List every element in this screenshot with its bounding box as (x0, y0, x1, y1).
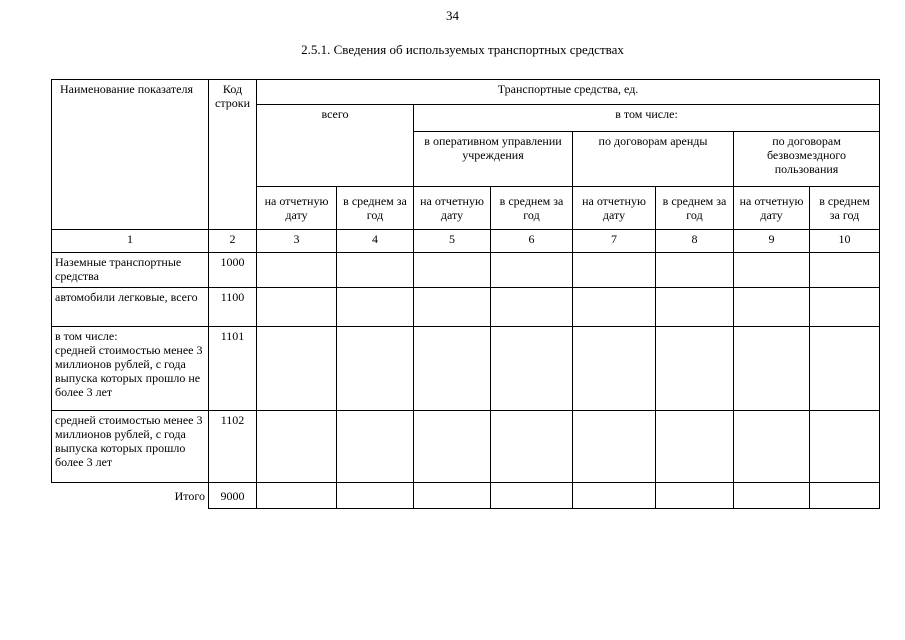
header-on-average: в среднем за год (656, 187, 734, 230)
data-cell[interactable] (491, 253, 573, 288)
table-row (52, 253, 880, 288)
row-name: средней стоимостью менее 3 миллионов рублей, с года выпуска которых прошло более 3 лет (52, 411, 209, 483)
total-label: Итого (52, 483, 209, 509)
data-cell[interactable] (491, 327, 573, 411)
page-number: 34 (446, 8, 459, 23)
data-cell[interactable] (414, 327, 491, 411)
data-cell[interactable] (656, 288, 734, 327)
data-cell[interactable] (337, 483, 414, 509)
column-number: 6 (491, 230, 573, 253)
data-cell[interactable] (656, 253, 734, 288)
header-on-date: на отчетную дату (734, 187, 810, 230)
header-including: в том числе: (414, 105, 880, 132)
row-code: 1102 (209, 411, 257, 483)
data-cell[interactable] (257, 288, 337, 327)
data-cell[interactable] (810, 253, 880, 288)
data-cell[interactable] (734, 411, 810, 483)
data-cell[interactable] (491, 483, 573, 509)
total-code: 9000 (209, 483, 257, 509)
column-number: 3 (257, 230, 337, 253)
header-operative: в оперативном управлении учреждения (414, 132, 573, 187)
total-row (52, 483, 880, 509)
table-row (52, 327, 880, 411)
data-cell[interactable] (414, 288, 491, 327)
data-cell[interactable] (734, 327, 810, 411)
header-on-date: на отчетную дату (414, 187, 491, 230)
header-on-average: в среднем за год (810, 187, 880, 230)
data-cell[interactable] (734, 288, 810, 327)
header-indicator-name: Наименование показателя (52, 80, 209, 230)
column-number: 9 (734, 230, 810, 253)
data-cell[interactable] (414, 253, 491, 288)
row-name: в том числе: средней стоимостью менее 3 миллионов рублей, с года выпуска которых прошло не более 3 лет (52, 327, 209, 411)
column-number: 7 (573, 230, 656, 253)
data-cell[interactable] (414, 411, 491, 483)
data-cell[interactable] (656, 483, 734, 509)
data-cell[interactable] (491, 411, 573, 483)
column-number: 4 (337, 230, 414, 253)
data-cell[interactable] (257, 327, 337, 411)
data-cell[interactable] (656, 327, 734, 411)
column-number: 10 (810, 230, 880, 253)
header-on-average: в среднем за год (337, 187, 414, 230)
data-cell[interactable] (257, 483, 337, 509)
data-cell[interactable] (573, 483, 656, 509)
column-number: 2 (209, 230, 257, 253)
header-transport: Транспортные средства, ед. (257, 80, 880, 105)
data-cell[interactable] (810, 483, 880, 509)
data-cell[interactable] (656, 411, 734, 483)
data-cell[interactable] (810, 288, 880, 327)
column-number: 5 (414, 230, 491, 253)
data-cell[interactable] (810, 411, 880, 483)
header-row-code: Код строки (209, 80, 257, 230)
column-number: 8 (656, 230, 734, 253)
data-cell[interactable] (337, 327, 414, 411)
row-code: 1101 (209, 327, 257, 411)
data-cell[interactable] (734, 253, 810, 288)
header-free-use: по договорам безвозмездного пользования (734, 132, 880, 187)
data-cell[interactable] (257, 253, 337, 288)
data-cell[interactable] (573, 411, 656, 483)
header-lease: по договорам аренды (573, 132, 734, 187)
data-cell[interactable] (337, 253, 414, 288)
table-row (52, 411, 880, 483)
row-name: Наземные транспортные средства (52, 253, 209, 288)
data-cell[interactable] (414, 483, 491, 509)
column-number: 1 (52, 230, 209, 253)
header-total: всего (257, 105, 414, 187)
data-cell[interactable] (337, 288, 414, 327)
section-title: 2.5.1. Сведения об используемых транспортных средствах (301, 42, 624, 57)
row-name: автомобили легковые, всего (52, 288, 209, 327)
data-cell[interactable] (337, 411, 414, 483)
row-code: 1000 (209, 253, 257, 288)
header-on-date: на отчетную дату (257, 187, 337, 230)
data-cell[interactable] (257, 411, 337, 483)
header-on-average: в среднем за год (491, 187, 573, 230)
data-cell[interactable] (573, 253, 656, 288)
vehicles-table (51, 79, 880, 509)
data-cell[interactable] (810, 327, 880, 411)
data-cell[interactable] (573, 288, 656, 327)
data-cell[interactable] (491, 288, 573, 327)
table-row (52, 288, 880, 327)
data-cell[interactable] (734, 483, 810, 509)
header-on-date: на отчетную дату (573, 187, 656, 230)
row-code: 1100 (209, 288, 257, 327)
data-cell[interactable] (573, 327, 656, 411)
